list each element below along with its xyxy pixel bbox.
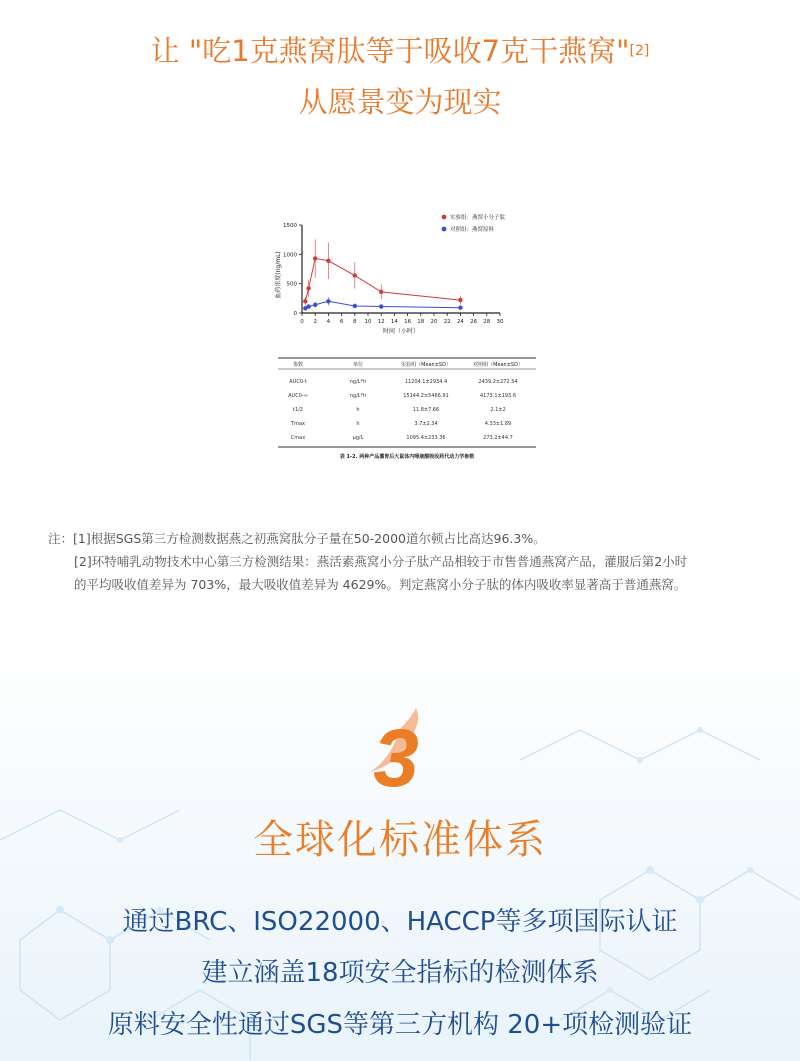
x-tick-label: 6: [339, 319, 344, 325]
headline-line2: 从愿景变为现实: [298, 85, 502, 119]
data-point-experimental: [379, 290, 383, 294]
footnote-1: 注：[1]根据SGS第三方检测数据燕之初燕窝肽分子量在50-2000道尔顿占比高达96.3%。: [48, 531, 546, 546]
table-cell: 11204.1±2934.4: [404, 379, 448, 385]
table-header-cell: 单位: [352, 362, 364, 368]
headline-text: 让 "吃1克燕窝肽等于吸收7克干燕窝": [150, 34, 630, 68]
table-cell: μg/L: [352, 435, 364, 441]
y-axis-label: 血药浓度(ng/mL): [275, 251, 282, 299]
legend-control: 对照组：燕窝原料: [450, 227, 495, 233]
table-cell: 11.8±7.66: [412, 407, 440, 413]
section-number-badge: [356, 706, 446, 796]
data-point-experimental: [303, 299, 307, 303]
x-tick-label: 14: [390, 319, 398, 325]
x-tick-label: 28: [483, 319, 491, 325]
table-cell: t1/2: [292, 407, 304, 413]
legend-marker-experimental: [442, 215, 447, 220]
section-title: 全球化标准体系: [253, 817, 547, 863]
data-point-control: [306, 304, 310, 308]
table-cell: AUC0-t: [289, 379, 307, 385]
table-cell: ng/L*h: [349, 393, 367, 399]
legend: [442, 213, 506, 233]
table-cell: Tmax: [291, 421, 305, 427]
table-cell: 2.1±2: [490, 407, 506, 413]
data-point-experimental: [313, 256, 317, 260]
table-header-cell: 实验组（Mean±SD）: [401, 362, 451, 368]
data-point-experimental: [326, 259, 330, 263]
x-tick-label: 4: [326, 319, 331, 325]
table-cell: 3.7±2.34: [414, 421, 438, 427]
section-line-3: 原料安全性通过SGS等第三方机构 20+项检测验证: [107, 1010, 693, 1040]
headline-reference: [2]: [629, 43, 650, 59]
table-cell: 1095.4±233.36: [406, 435, 446, 441]
footnote-2: [2]环特哺乳动物技术中心第三方检测结果：燕活素燕窝小分子肽产品相较于市售普通燕窝产品，灌服后第2小时: [74, 554, 688, 569]
table-cell: h: [356, 421, 360, 427]
data-point-control: [458, 306, 462, 310]
data-point-control: [326, 299, 330, 303]
data-point-control: [379, 304, 383, 308]
y-tick-label: 500: [286, 281, 297, 288]
x-tick-label: 22: [443, 319, 451, 325]
table-header-cell: 对照组（Mean±SD）: [473, 362, 523, 368]
section-line-1: 通过BRC、ISO22000、HACCP等多项国际认证: [122, 907, 678, 937]
x-tick-label: 16: [404, 319, 412, 325]
x-tick-label: 20: [430, 319, 438, 325]
table-cell: 15144.2±5466.91: [403, 393, 449, 399]
table-cell: Cmax: [290, 435, 306, 441]
headline-line1: [0, 29, 800, 73]
data-point-experimental: [306, 286, 310, 290]
x-tick-label: 24: [456, 319, 464, 325]
x-tick-label: 2: [313, 319, 317, 325]
footnote-2-cont: 的平均吸收值差异为 703%，最大吸收值差异为 4629%。判定燕窝小分子肽的体内吸收率显著高于普通燕窝。: [74, 577, 687, 592]
x-tick-label: 26: [470, 319, 478, 325]
section-line-2: 建立涵盖18项安全指标的检测体系: [201, 958, 599, 988]
table-cell: 4173.1±193.6: [480, 393, 516, 399]
x-tick-label: 10: [364, 319, 372, 325]
legend-experimental: 实验组：燕窝小分子肽: [450, 215, 506, 221]
table-cell: 2439.2±272.54: [478, 379, 518, 385]
footnotes: [48, 527, 768, 596]
table-cell: 4.33±1.89: [484, 421, 512, 427]
y-tick-label: 1500: [283, 223, 297, 229]
table-cell: h: [356, 407, 360, 413]
section-number: 3: [373, 713, 419, 796]
table-caption: 表 1-2. 两种产品灌胃后大鼠体内唾液酸吸收药代动力学参数: [339, 454, 475, 460]
y-tick-label: 1000: [283, 252, 297, 259]
data-point-control: [353, 304, 357, 308]
x-tick-label: 12: [377, 319, 385, 325]
data-point-control: [313, 303, 317, 307]
table-cell: 273.2±44.7: [483, 435, 513, 441]
table-header-cell: 参数: [292, 362, 304, 368]
y-tick-label: 0: [293, 311, 297, 317]
x-tick-label: 30: [496, 319, 504, 325]
x-tick-label: 0: [300, 319, 304, 325]
x-axis-label: 时间（小时）: [382, 328, 420, 335]
pk-parameter-table: [276, 355, 538, 465]
x-tick-label: 18: [417, 319, 425, 325]
legend-marker-control: [442, 227, 447, 232]
data-point-experimental: [353, 273, 357, 277]
data-point-experimental: [458, 298, 462, 302]
table-cell: AUC0-∞: [288, 393, 308, 399]
x-tick-label: 8: [353, 319, 357, 325]
table-cell: ng/L*h: [349, 379, 367, 385]
